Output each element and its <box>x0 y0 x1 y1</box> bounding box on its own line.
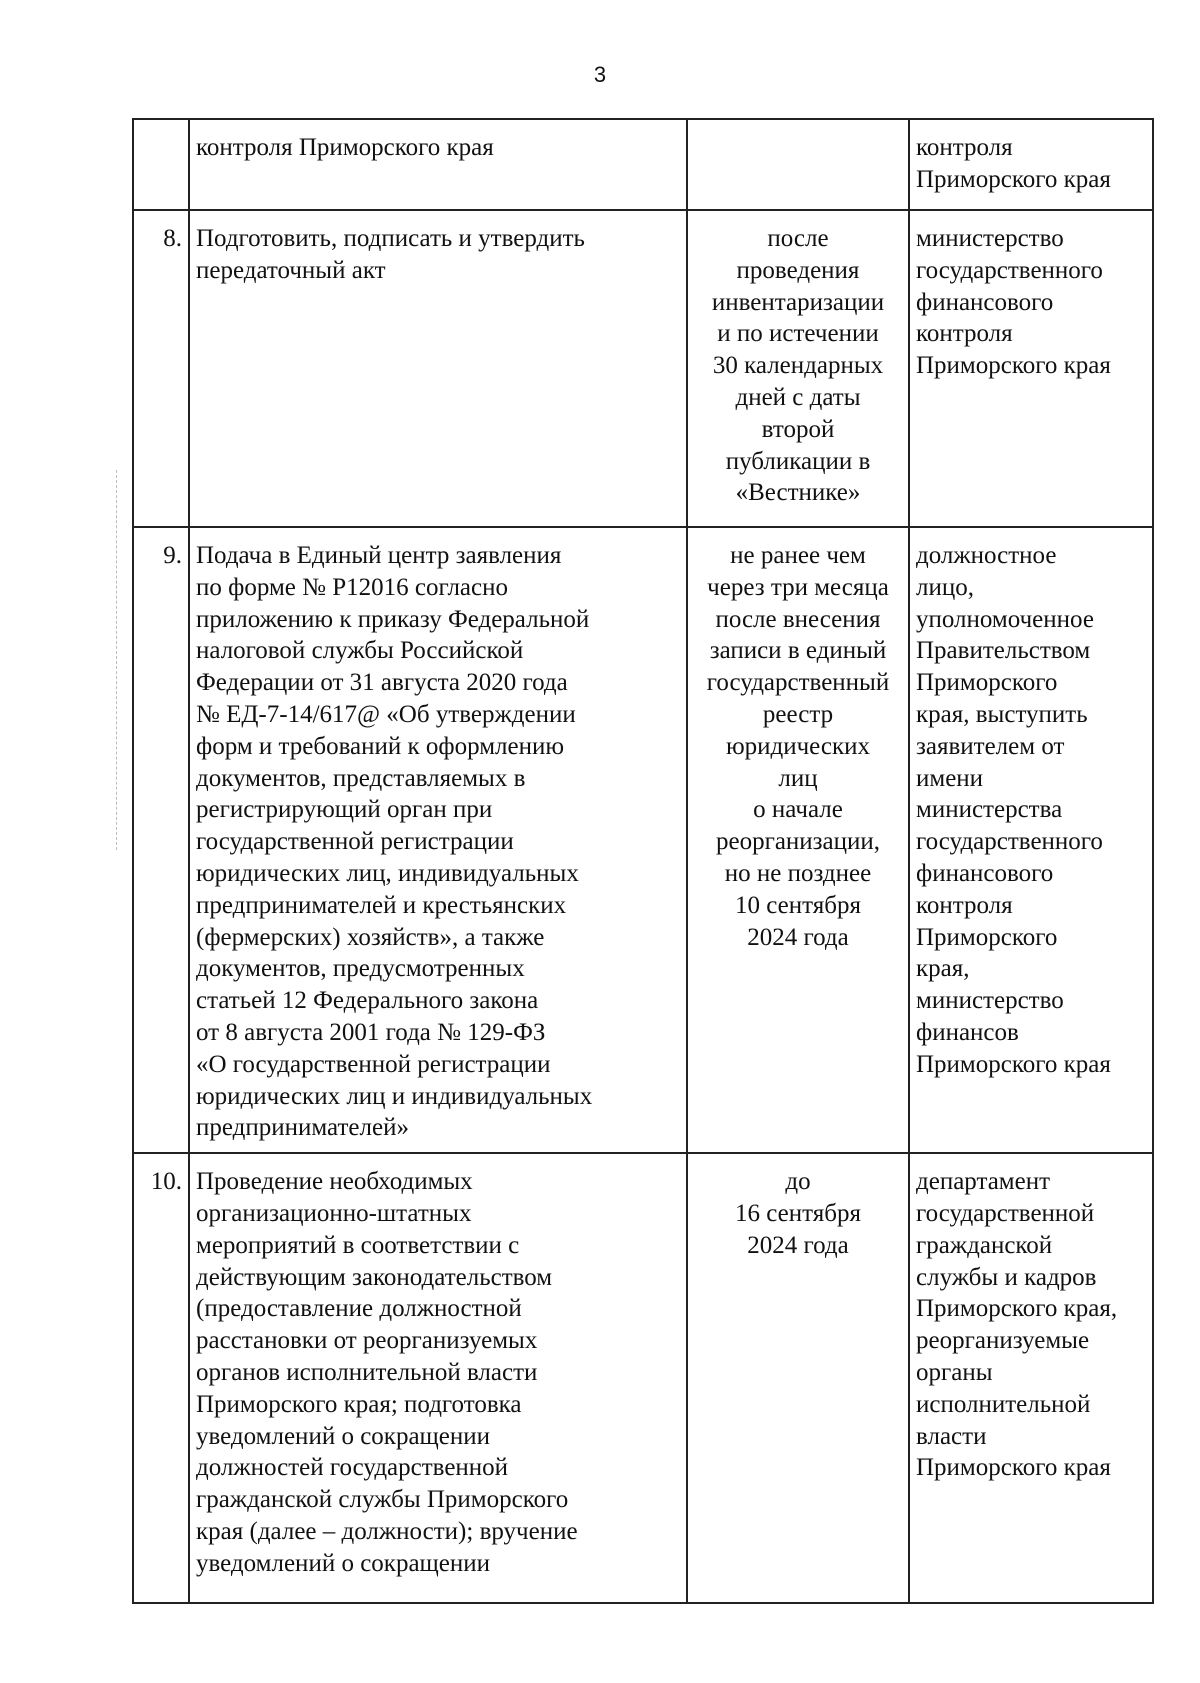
row-number-text: 10. <box>150 1168 182 1196</box>
responsible-text: контроля Приморского края <box>916 134 1111 193</box>
action-plan-table <box>132 118 1154 1604</box>
term-text: до 16 сентября 2024 года <box>735 1168 861 1259</box>
row-number <box>133 119 189 210</box>
term-cell <box>687 527 909 1153</box>
term-text: после проведения инвентаризации и по истечении 30 календарных дней с даты второй публикации в «Вестнике» <box>711 225 885 507</box>
responsible-cell <box>909 119 1153 210</box>
action-cell <box>189 1153 687 1603</box>
responsible-text: министерство государственного финансового контроля Приморского края <box>916 225 1111 380</box>
row-number-text: 8. <box>163 225 182 252</box>
row-number <box>133 1153 189 1603</box>
table-row-10 <box>133 1153 1153 1603</box>
responsible-cell <box>909 1153 1153 1603</box>
action-cell <box>189 527 687 1153</box>
term-text: не ранее чем через три месяца после внесения записи в единый государственный реестр юридических лиц о начале реорганизации, но не позднее 10 сентября 2024 года <box>706 542 890 951</box>
row-number <box>133 210 189 527</box>
table-row-8 <box>133 210 1153 527</box>
action-text: Подготовить, подписать и утвердить передаточный акт <box>196 225 585 284</box>
term-cell <box>687 1153 909 1603</box>
term-cell <box>687 119 909 210</box>
responsible-text: должностное лицо, уполномоченное Правительством Приморского края, выступить заявителем от имени министерства государственного финансового контроля Приморского края, министерство финансов Приморского края <box>916 542 1111 1078</box>
action-text: Проведение необходимых организационно-штатных мероприятий в соответствии с действующим законодательством (предоставление должностной расстановки от реорганизуемых органов исполнительной власти Приморского края; подготовка уведомлений о сокращении должностей государственной гражданской службы Приморского края (далее – должности); вручение уведомлений о сокращении <box>196 1168 578 1577</box>
action-cell <box>189 210 687 527</box>
action-text: контроля Приморского края <box>196 134 494 161</box>
row-number <box>133 527 189 1153</box>
table-row-continuation <box>133 119 1153 210</box>
page-number: 3 <box>593 62 607 87</box>
responsible-text: департамент государственной гражданской службы и кадров Приморского края, реорганизуемые органы исполнительной власти Приморского края <box>916 1168 1118 1482</box>
action-text: Подача в Единый центр заявления по форме № Р12016 согласно приложению к приказу Федеральной налоговой службы Российской Федерации от 31 августа 2020 года № ЕД-7-14/617@ «Об утверждении форм и требований к оформлению документов, представляемых в регистрирующий орган при государственной регистрации юридических лиц, индивидуальных предпринимателей и крестьянских (фермерских) хозяйств», а также документов, предусмотренных статьей 12 Федерального закона от 8 августа 2001 года № 129-ФЗ «О государственной регистрации юридических лиц и индивидуальных предпринимателей» <box>196 542 593 1142</box>
scan-margin-mark <box>116 470 118 850</box>
responsible-cell <box>909 210 1153 527</box>
action-cell <box>189 119 687 210</box>
table-row-9 <box>133 527 1153 1153</box>
responsible-cell <box>909 527 1153 1153</box>
term-cell <box>687 210 909 527</box>
row-number-text: 9. <box>163 542 182 569</box>
